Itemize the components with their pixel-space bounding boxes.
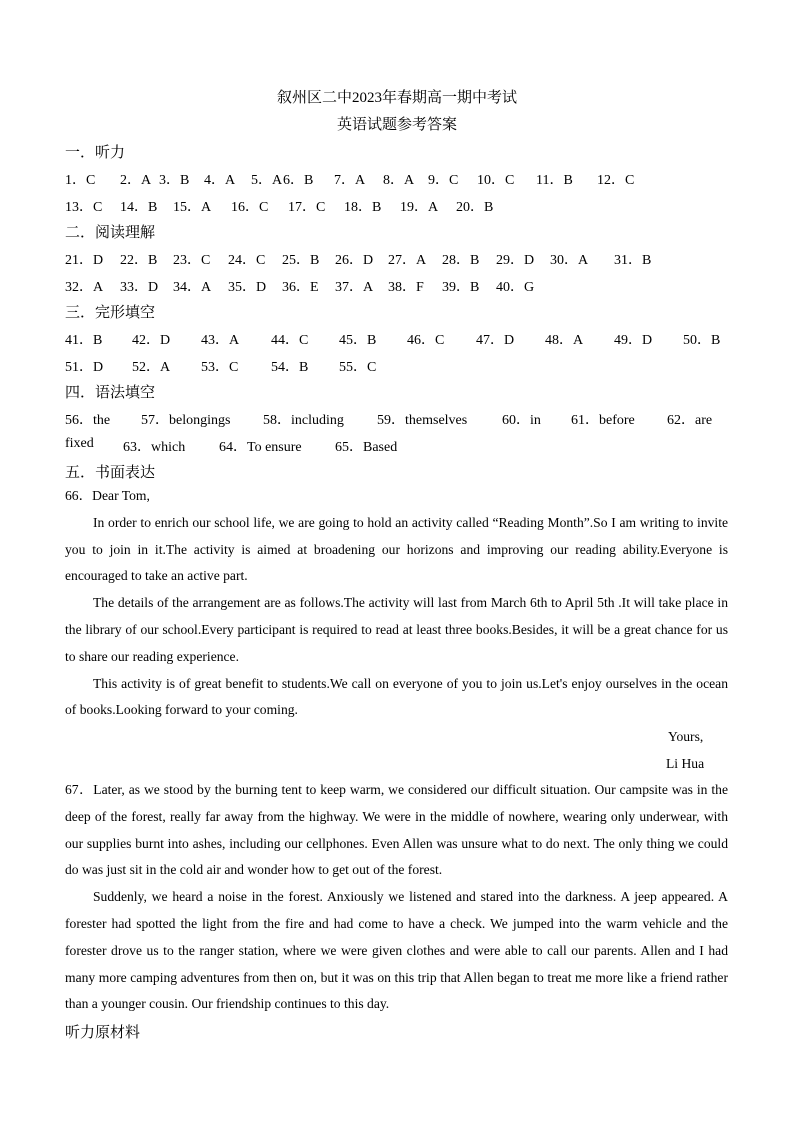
answer-item: 60．in (502, 413, 541, 428)
answer-item: 16．C (231, 200, 269, 215)
section-heading-reading: 二．阅读理解 (65, 225, 156, 241)
answer-item: 45．B (339, 333, 377, 348)
answer-item: 22．B (120, 253, 158, 268)
answer-item: 29．D (496, 253, 535, 268)
answer-item: 19．A (400, 200, 439, 215)
answer-item: 62．are (667, 413, 713, 428)
answer-item: 52．A (132, 360, 171, 375)
section-heading-listening: 一．听力 (65, 145, 126, 161)
answer-item: 38．F (388, 280, 424, 295)
answer-item: 18．B (344, 200, 382, 215)
answer-item: 31．B (614, 253, 652, 268)
letter-greeting: 66．Dear Tom, (65, 488, 150, 503)
answer-item: 51．D (65, 360, 104, 375)
answer-item: 12．C (597, 173, 635, 188)
answer-item: 9．C (428, 173, 459, 188)
answer-item: 40．G (496, 280, 535, 295)
answer-item: 8．A (383, 173, 415, 188)
answer-item: 26．D (335, 253, 374, 268)
answer-item: 7．A (334, 173, 366, 188)
answer-item: 14．B (120, 200, 158, 215)
answer-item: 27．A (388, 253, 427, 268)
answer-item: 55．C (339, 360, 377, 375)
answer-item: 58．including (263, 413, 344, 428)
section-heading-grammar: 四．语法填空 (65, 385, 156, 401)
letter-paragraph: In order to enrich our school life, we are going to hold an activity called “Reading Month”.So I am writing to invite you to join in it.The activity is aimed at broadening our horizons and improving our reading ability.Everyone is encouraged to take an active part. (65, 514, 728, 584)
answer-item: 35．D (228, 280, 267, 295)
answer-item: 54．B (271, 360, 309, 375)
answer-item: fixed (65, 436, 94, 451)
answer-item: 59．themselves (377, 413, 468, 428)
answer-item: 13．C (65, 200, 103, 215)
answer-item: 39．B (442, 280, 480, 295)
letter-paragraph: The details of the arrangement are as follows.The activity will last from March 6th to April 5th .It will take place in the library of our school.Every participant is required to read at least three books.Besides, it will be a great chance for us to share our reading experience. (65, 595, 728, 664)
answer-item: 24．C (228, 253, 266, 268)
story-paragraph: 67．Later, as we stood by the burning tent to keep warm, we considered our difficult situation. Our campsite was in the deep of the forest, really far away from the highway. We were in the middle of nowhere, wearing only underwear, with our supplies burnt into ashes, including our cellphones. Even Allen was unsure what to do next. The only thing we could do was just sit in the cold air and wonder how to get out of the forest. (65, 782, 728, 878)
section-heading-writing: 五．书面表达 (65, 465, 156, 481)
answer-item: 43．A (201, 333, 240, 348)
answer-item: 50．B (683, 333, 721, 348)
answer-item: 41．B (65, 333, 103, 348)
section-heading-transcript: 听力原材料 (65, 1025, 141, 1041)
answer-item: 63．which (123, 440, 186, 455)
answer-item: 46．C (407, 333, 445, 348)
answer-item: 64．To ensure (219, 440, 302, 455)
answer-item: 3．B (159, 173, 190, 188)
answer-item: 1．C (65, 173, 96, 188)
answer-item: 44．C (271, 333, 309, 348)
answer-item: 23．C (173, 253, 211, 268)
answer-item: 36．E (282, 280, 319, 295)
answer-item: 15．A (173, 200, 212, 215)
answer-item: 49．D (614, 333, 653, 348)
answer-item: 20．B (456, 200, 494, 215)
answer-item: 57．belongings (141, 413, 231, 428)
answer-item: 47．D (476, 333, 515, 348)
exam-subtitle: 英语试题参考答案 (336, 117, 457, 133)
section-heading-cloze: 三．完形填空 (65, 305, 156, 321)
answer-item: 42．D (132, 333, 171, 348)
letter-paragraph: This activity is of great benefit to students.We call on everyone of you to join us.Let's enjoy ourselves in the ocean of books.Looking forward to your coming. (65, 675, 728, 718)
answer-item: 21．D (65, 253, 104, 268)
answer-item: 4．A (204, 173, 236, 188)
answer-item: 61．before (571, 413, 635, 428)
letter-closing: Yours, (668, 729, 704, 744)
answer-item: 2．A (120, 173, 152, 188)
answer-item: 17．C (288, 200, 326, 215)
answer-item: 25．B (282, 253, 320, 268)
answer-item: 33．D (120, 280, 159, 295)
answer-item: 11．B (536, 173, 573, 188)
answer-item: 28．B (442, 253, 480, 268)
letter-signature: Li Hua (666, 756, 705, 771)
story-continuation (65, 777, 728, 1018)
answer-item: 5．A (251, 173, 283, 188)
answer-item: 48．A (545, 333, 584, 348)
answer-item: 34．A (173, 280, 212, 295)
answer-item: 37．A (335, 280, 374, 295)
answer-item: 30．A (550, 253, 589, 268)
exam-title: 叙州区二中2023年春期高一期中考试 (276, 90, 517, 106)
story-paragraph: Suddenly, we heard a noise in the forest. Anxiously we listened and stared into the darkness. A jeep appeared. A forester had spotted the light from the fire and had come to have a check. We jumped into the warm vehicle and the forester drove us to the ranger station, where we were given clothes and were able to call our parents. Allen and I had many more camping adventures from then on, but it was on this trip that Allen began to treat me more like a friend rather than a younger cousin. Our friendship continues to this day. (65, 889, 728, 1012)
answer-item: 53．C (201, 360, 239, 375)
letter-body (65, 483, 728, 724)
answer-item: 56．the (65, 413, 111, 428)
answer-item: 6．B (283, 173, 314, 188)
answer-item: 32．A (65, 280, 104, 295)
answer-item: 10．C (477, 173, 515, 188)
answer-item: 65．Based (335, 440, 398, 455)
